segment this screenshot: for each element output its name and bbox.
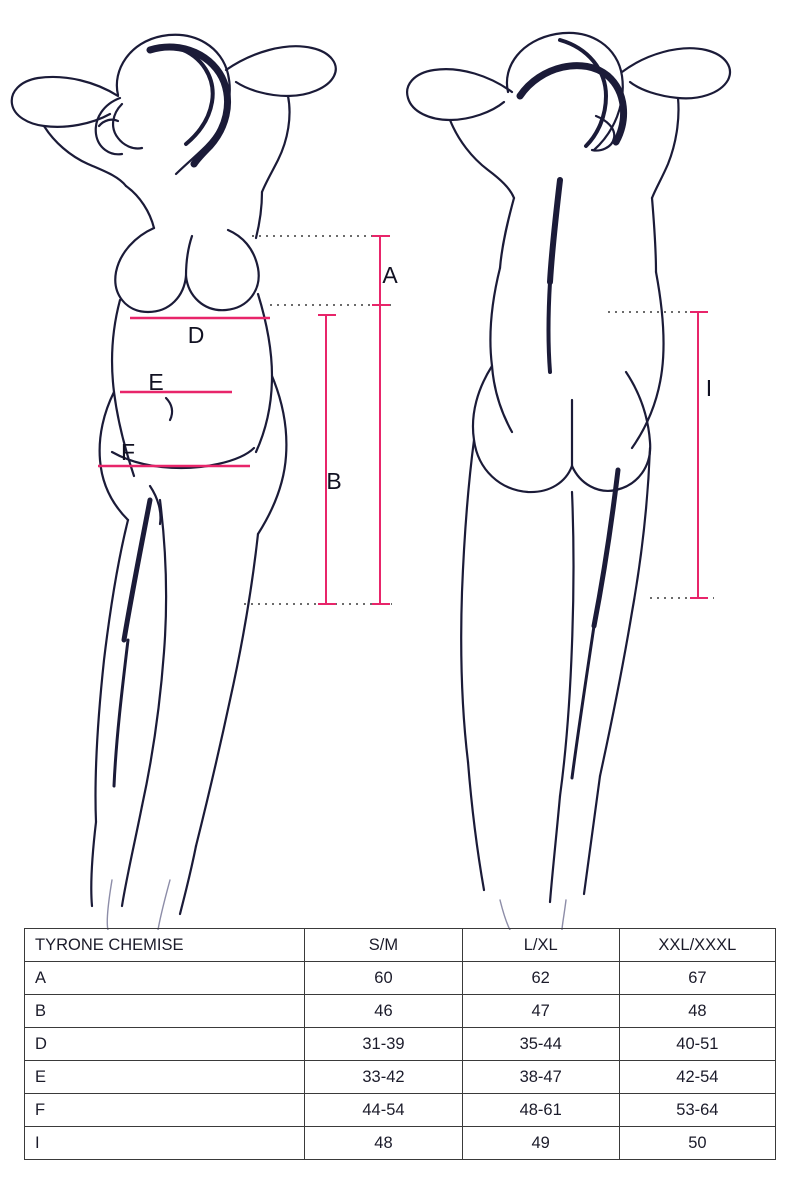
row-value: 35-44: [462, 1028, 619, 1061]
row-value: 48: [305, 1127, 462, 1160]
table-row: [25, 995, 776, 1028]
measure-label-F: F: [120, 439, 136, 465]
row-key: A: [25, 962, 305, 995]
table-header-product: TYRONE CHEMISE: [25, 929, 305, 962]
row-value: 50: [619, 1127, 775, 1160]
row-value: 62: [462, 962, 619, 995]
row-key: B: [25, 995, 305, 1028]
table-header-row: [25, 929, 776, 962]
back-body-figure: [407, 33, 730, 930]
row-value: 53-64: [619, 1094, 775, 1127]
row-value: 67: [619, 962, 775, 995]
table-header-xxl: XXL/XXXL: [619, 929, 775, 962]
table-row: [25, 1028, 776, 1061]
table-row: [25, 1094, 776, 1127]
row-key: F: [25, 1094, 305, 1127]
row-value: 44-54: [305, 1094, 462, 1127]
table-header-sm: S/M: [305, 929, 462, 962]
row-value: 46: [305, 995, 462, 1028]
row-value: 42-54: [619, 1061, 775, 1094]
row-value: 33-42: [305, 1061, 462, 1094]
table-row: [25, 1061, 776, 1094]
row-value: 48: [619, 995, 775, 1028]
row-value: 49: [462, 1127, 619, 1160]
row-key: D: [25, 1028, 305, 1061]
measure-label-B: B: [326, 468, 342, 494]
front-body-figure: [12, 35, 336, 930]
measure-label-A: A: [382, 262, 398, 288]
table-row: [25, 1127, 776, 1160]
row-value: 40-51: [619, 1028, 775, 1061]
row-value: 48-61: [462, 1094, 619, 1127]
measure-label-E: E: [148, 369, 164, 395]
measure-label-I: I: [705, 375, 713, 401]
measurement-guides-back: [608, 312, 714, 598]
row-value: 47: [462, 995, 619, 1028]
row-key: I: [25, 1127, 305, 1160]
table-row: [25, 962, 776, 995]
size-table-container: [24, 928, 776, 1160]
row-value: 31-39: [305, 1028, 462, 1061]
row-value: 60: [305, 962, 462, 995]
row-key: E: [25, 1061, 305, 1094]
measure-label-D: D: [187, 322, 205, 348]
size-table: [24, 928, 776, 1160]
row-value: 38-47: [462, 1061, 619, 1094]
table-header-lxl: L/XL: [462, 929, 619, 962]
